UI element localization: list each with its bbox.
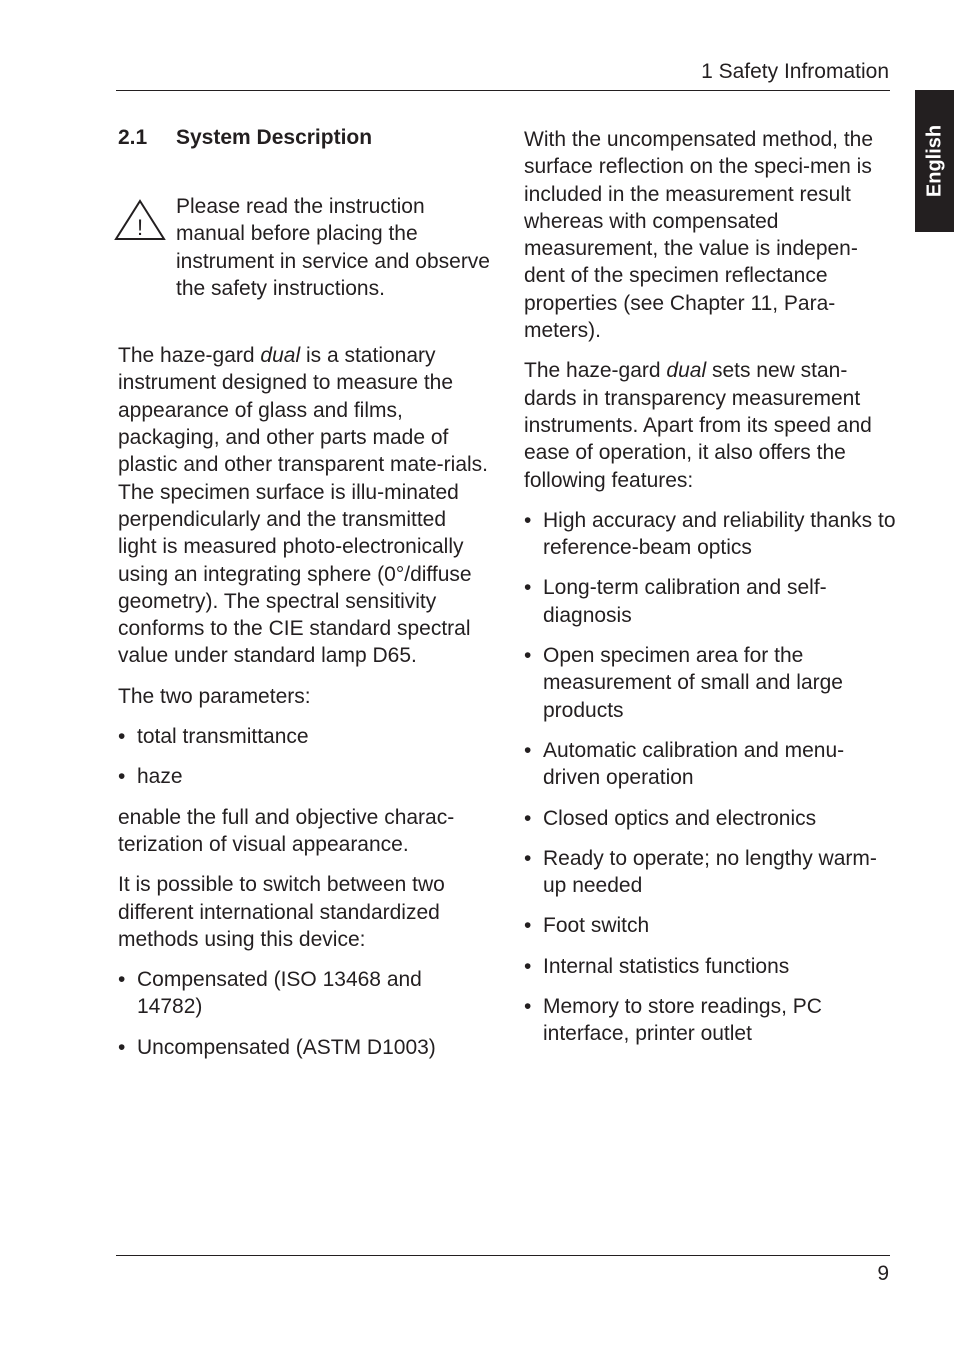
features-text-end: sets new stan-dards in transparency measurement instruments. Apart from its speed and ease of operation, it also offers the following features: bbox=[524, 359, 872, 492]
warning-icon-glyph: ! bbox=[136, 215, 144, 240]
product-name: dual bbox=[260, 344, 301, 368]
feature-label: Internal statistics functions bbox=[543, 954, 790, 978]
bullet: • bbox=[524, 508, 532, 532]
feature-label: Open specimen area for the measurement of small and large products bbox=[543, 644, 843, 722]
warning-text: Please read the instruction manual before placing the instrument in service and observe the safety instructions. bbox=[176, 195, 490, 300]
bullet: • bbox=[524, 738, 532, 762]
list-item bbox=[524, 805, 896, 832]
methods-lead: It is possible to switch between two different international standardized methods using this device: bbox=[118, 873, 445, 951]
language-tab bbox=[915, 90, 954, 232]
list-item bbox=[524, 845, 896, 900]
page-number: 9 bbox=[877, 1262, 889, 1285]
methods-list bbox=[118, 966, 490, 1061]
feature-label: Automatic calibration and menu-driven operation bbox=[543, 738, 845, 790]
product-name: dual bbox=[666, 359, 707, 383]
list-item bbox=[524, 993, 896, 1048]
features-text-start: The haze-gard bbox=[524, 359, 667, 383]
features-intro bbox=[524, 357, 896, 493]
intro-paragraph bbox=[118, 342, 490, 670]
footer-rule bbox=[116, 1255, 890, 1256]
parameter-label: haze bbox=[137, 765, 183, 789]
safety-warning bbox=[118, 193, 490, 302]
list-item bbox=[118, 723, 490, 750]
parameters-lead: The two parameters: bbox=[118, 684, 311, 708]
bullet: • bbox=[524, 644, 532, 668]
right-column bbox=[524, 126, 896, 1061]
list-item bbox=[118, 763, 490, 790]
feature-label: Foot switch bbox=[543, 914, 650, 938]
list-item bbox=[524, 953, 896, 980]
bullet: • bbox=[524, 576, 532, 600]
list-item bbox=[524, 574, 896, 629]
parameter-label: total transmittance bbox=[137, 725, 309, 749]
features-list bbox=[524, 507, 896, 1048]
warning-triangle-icon bbox=[114, 199, 166, 241]
bullet: • bbox=[118, 765, 126, 789]
bullet: • bbox=[118, 968, 126, 992]
section-title: System Description bbox=[176, 126, 373, 149]
bullet: • bbox=[118, 1035, 126, 1059]
list-item bbox=[118, 966, 490, 1021]
section-number: 2.1 bbox=[118, 126, 148, 149]
intro-text-end: is a stationary instrument designed to measure the appearance of glass and films, packaging, and other parts made of plastic and other transparent mate-rials. The specimen surface is illu-minated perpendicularly and the transmitted light is measured photo-electronically using an integrating sphere (0°/diffuse geometry). The spectral sensitivity conforms to the CIE standard spectral value under standard lamp D65. bbox=[118, 344, 489, 668]
feature-label: Closed optics and electronics bbox=[543, 806, 817, 830]
feature-label: Ready to operate; no lengthy warm-up needed bbox=[543, 846, 877, 898]
bullet: • bbox=[524, 914, 532, 938]
bullet: • bbox=[118, 725, 126, 749]
list-item bbox=[524, 507, 896, 562]
feature-label: Memory to store readings, PC interface, printer outlet bbox=[543, 995, 822, 1046]
language-tab-label: English bbox=[923, 124, 945, 198]
list-item bbox=[524, 642, 896, 724]
parameters-follow: enable the full and objective charac-terization of visual appearance. bbox=[118, 805, 455, 856]
bullet: • bbox=[524, 846, 532, 870]
method-label: Uncompensated (ASTM D1003) bbox=[137, 1035, 436, 1059]
left-column bbox=[118, 124, 490, 1074]
bullet: • bbox=[524, 995, 532, 1019]
section-heading bbox=[118, 124, 490, 151]
method-paragraph: With the uncompensated method, the surface reflection on the speci-men is included in the measurement result whereas with compensated measurement, the value is indepen-dent of the specimen reflectance properties (see Chapter 11, Para-meters). bbox=[524, 128, 874, 343]
parameters-list bbox=[118, 723, 490, 791]
list-item bbox=[524, 912, 896, 939]
method-label: Compensated (ISO 13468 and 14782) bbox=[137, 968, 422, 1019]
running-header-title: 1 Safety Infromation bbox=[701, 60, 889, 83]
bullet: • bbox=[524, 806, 532, 830]
feature-label: High accuracy and reliability thanks to reference-beam optics bbox=[543, 508, 896, 560]
header-rule bbox=[116, 90, 890, 91]
list-item bbox=[118, 1034, 490, 1061]
feature-label: Long-term calibration and self-diagnosis bbox=[543, 576, 827, 627]
bullet: • bbox=[524, 954, 532, 978]
list-item bbox=[524, 737, 896, 792]
intro-text-start: The haze-gard bbox=[118, 344, 261, 368]
